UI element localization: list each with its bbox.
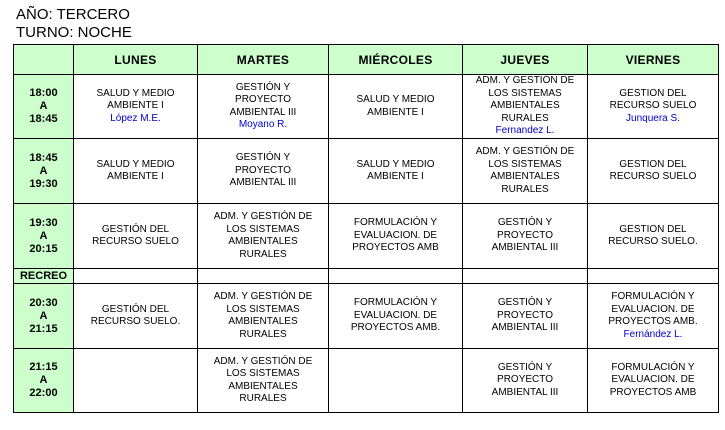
time-slot-text: 22:00 (29, 387, 58, 399)
time-slot-text: A (39, 309, 48, 322)
schedule-table (13, 44, 719, 413)
time-slot-text: 19:30 (29, 216, 58, 229)
time-slot-text: 21:15 (29, 361, 58, 373)
subject-line: PROYECTO (235, 94, 291, 105)
recreo-row (14, 269, 719, 284)
time-slot-cell (14, 139, 74, 204)
class-cell (74, 204, 198, 269)
subject-line: LOS SISTEMAS (488, 87, 562, 99)
time-slot-cell (14, 349, 74, 413)
subject-line: GESTIÓN DEL (101, 223, 170, 235)
subject-line: AMBIENTE I (107, 100, 164, 112)
class-cell (463, 284, 588, 349)
subject-line: AMBIENTE I (107, 171, 164, 182)
class-cell (198, 349, 329, 413)
day-header: MIÉRCOLES (329, 45, 463, 75)
subject-line: SALUD Y MEDIO (96, 158, 175, 170)
time-slot-text: 18:45 (29, 151, 58, 164)
subject-line: FORMULACIÓN Y (353, 217, 438, 229)
subject-line: FORMULACIÓN Y (353, 297, 438, 309)
schedule-body (14, 75, 719, 413)
teacher-name: López M.E. (110, 112, 161, 124)
day-header: VIERNES (588, 45, 719, 75)
time-slot-row (14, 349, 719, 413)
subject-line: AMBIENTALES (228, 380, 298, 392)
subject-line: RECURSO SUELO (92, 236, 179, 247)
subject-line: RECURSO SUELO (609, 171, 697, 182)
subject-line: AMBIENTE I (367, 106, 424, 118)
recreo-empty-cell (329, 269, 463, 284)
time-slot-text: 20:15 (29, 242, 58, 255)
shift-heading: TURNO: NOCHE (16, 24, 132, 41)
subject-line: LOS SISTEMAS (226, 303, 300, 315)
day-header: LUNES (74, 45, 198, 75)
day-header: MARTES (198, 45, 329, 75)
time-slot-row (14, 139, 719, 204)
subject-line: RURALES (239, 328, 287, 340)
class-cell (198, 204, 329, 269)
class-cell (588, 284, 719, 349)
subject-line: GESTIÓN Y (497, 217, 553, 229)
time-slot-text: 21:15 (29, 322, 58, 335)
class-cell (463, 75, 588, 139)
time-slot-text: A (39, 229, 48, 242)
time-slot-row (14, 75, 719, 139)
subject-line: FORMULACIÓN Y (611, 291, 695, 302)
subject-line: LOS SISTEMAS (488, 158, 562, 170)
class-cell (588, 139, 719, 204)
time-slot-text: 20:30 (29, 296, 58, 309)
subject-line: PROYECTO (497, 309, 553, 321)
recreo-empty-cell (74, 269, 198, 284)
time-slot-row (14, 284, 719, 349)
time-slot-text: A (39, 374, 48, 386)
subject-line: ADM. Y GESTIÓN DE (475, 146, 575, 157)
time-slot-cell (14, 75, 74, 139)
subject-line: EVALUACION. DE (611, 303, 695, 315)
time-slot-row (14, 204, 719, 269)
class-cell (588, 75, 719, 139)
subject-line: AMBIENTAL III (491, 242, 559, 254)
subject-line: FORMULACIÓN Y (611, 361, 695, 373)
subject-line: LOS SISTEMAS (226, 223, 300, 235)
subject-line: RECURSO SUELO. (90, 316, 181, 327)
class-cell (329, 75, 463, 139)
subject-line: RURALES (501, 183, 549, 195)
class-cell (74, 75, 198, 139)
subject-line: ADM. Y GESTIÓN DE (475, 75, 575, 87)
subject-line: PROYECTO (497, 374, 553, 386)
subject-line: PROYECTOS AMB. (350, 322, 441, 334)
class-cell (74, 139, 198, 204)
subject-line: AMBIENTAL III (491, 322, 559, 334)
teacher-name: Fernandez L. (495, 125, 555, 137)
recreo-empty-cell (198, 269, 329, 284)
subject-line: AMBIENTAL III (229, 177, 297, 189)
class-cell (329, 284, 463, 349)
subject-line: AMBIENTALES (228, 316, 298, 327)
subject-line: GESTIÓN DEL (101, 303, 170, 315)
subject-line: GESTION DEL (619, 158, 687, 170)
subject-line: GESTION DEL (619, 223, 687, 235)
class-cell (329, 204, 463, 269)
recreo-empty-cell (588, 269, 719, 284)
subject-line: PROYECTO (497, 229, 553, 241)
corner-cell (14, 45, 74, 75)
time-slot-text: 18:45 (29, 113, 58, 125)
subject-line: PROYECTOS AMB (352, 242, 439, 254)
subject-line: GESTION DEL (619, 87, 687, 99)
class-cell (198, 139, 329, 204)
subject-line: GESTIÓN Y (497, 297, 553, 309)
subject-line: AMBIENTALES (490, 171, 560, 182)
subject-line: RURALES (239, 248, 287, 260)
subject-line: LOS SISTEMAS (226, 368, 300, 379)
subject-line: RURALES (501, 112, 549, 124)
class-cell (74, 284, 198, 349)
subject-line: AMBIENTE I (367, 171, 424, 182)
time-slot-text: 18:00 (29, 87, 58, 99)
year-heading: AÑO: TERCERO (16, 6, 130, 23)
subject-line: SALUD Y MEDIO (356, 94, 435, 105)
subject-line: EVALUACION. DE (611, 374, 695, 386)
recreo-empty-cell (463, 269, 588, 284)
subject-line: GESTIÓN Y (235, 81, 291, 93)
subject-line: AMBIENTAL III (491, 386, 559, 398)
subject-line: RECURSO SUELO (609, 100, 697, 112)
class-cell (463, 139, 588, 204)
class-cell (588, 204, 719, 269)
subject-line: SALUD Y MEDIO (356, 158, 435, 170)
day-header: JUEVES (463, 45, 588, 75)
class-cell (463, 204, 588, 269)
subject-line: GESTIÓN Y (497, 361, 553, 373)
subject-line: RURALES (239, 393, 287, 404)
recreo-label: RECREO (14, 269, 74, 284)
subject-line: PROYECTO (235, 164, 291, 176)
subject-line: EVALUACION. DE (353, 229, 438, 241)
class-cell (74, 349, 198, 413)
subject-line: SALUD Y MEDIO (96, 87, 175, 99)
teacher-name: Moyano R. (238, 119, 288, 130)
subject-line: AMBIENTALES (228, 236, 298, 247)
class-cell (329, 139, 463, 204)
subject-line: PROYECTOS AMB. (608, 316, 698, 327)
time-slot-text: A (39, 100, 48, 112)
subject-line: ADM. Y GESTIÓN DE (213, 355, 313, 367)
class-cell (463, 349, 588, 413)
class-cell (329, 349, 463, 413)
time-slot-cell (14, 284, 74, 349)
teacher-name: Fernández L. (623, 328, 683, 340)
class-cell (198, 284, 329, 349)
subject-line: ADM. Y GESTIÓN DE (213, 291, 313, 302)
time-slot-text: 19:30 (29, 177, 58, 190)
class-cell (198, 75, 329, 139)
time-slot-cell (14, 204, 74, 269)
subject-line: GESTIÓN Y (235, 152, 291, 164)
subject-line: AMBIENTAL III (229, 106, 297, 118)
subject-line: PROYECTOS AMB (609, 386, 697, 398)
subject-line: AMBIENTALES (490, 100, 560, 112)
subject-line: EVALUACION. DE (353, 309, 438, 321)
subject-line: RECURSO SUELO. (608, 236, 698, 247)
subject-line: ADM. Y GESTIÓN DE (213, 211, 313, 222)
teacher-name: Junquera S. (626, 112, 680, 124)
class-cell (588, 349, 719, 413)
time-slot-text: A (39, 164, 48, 177)
day-header-row (14, 45, 719, 75)
